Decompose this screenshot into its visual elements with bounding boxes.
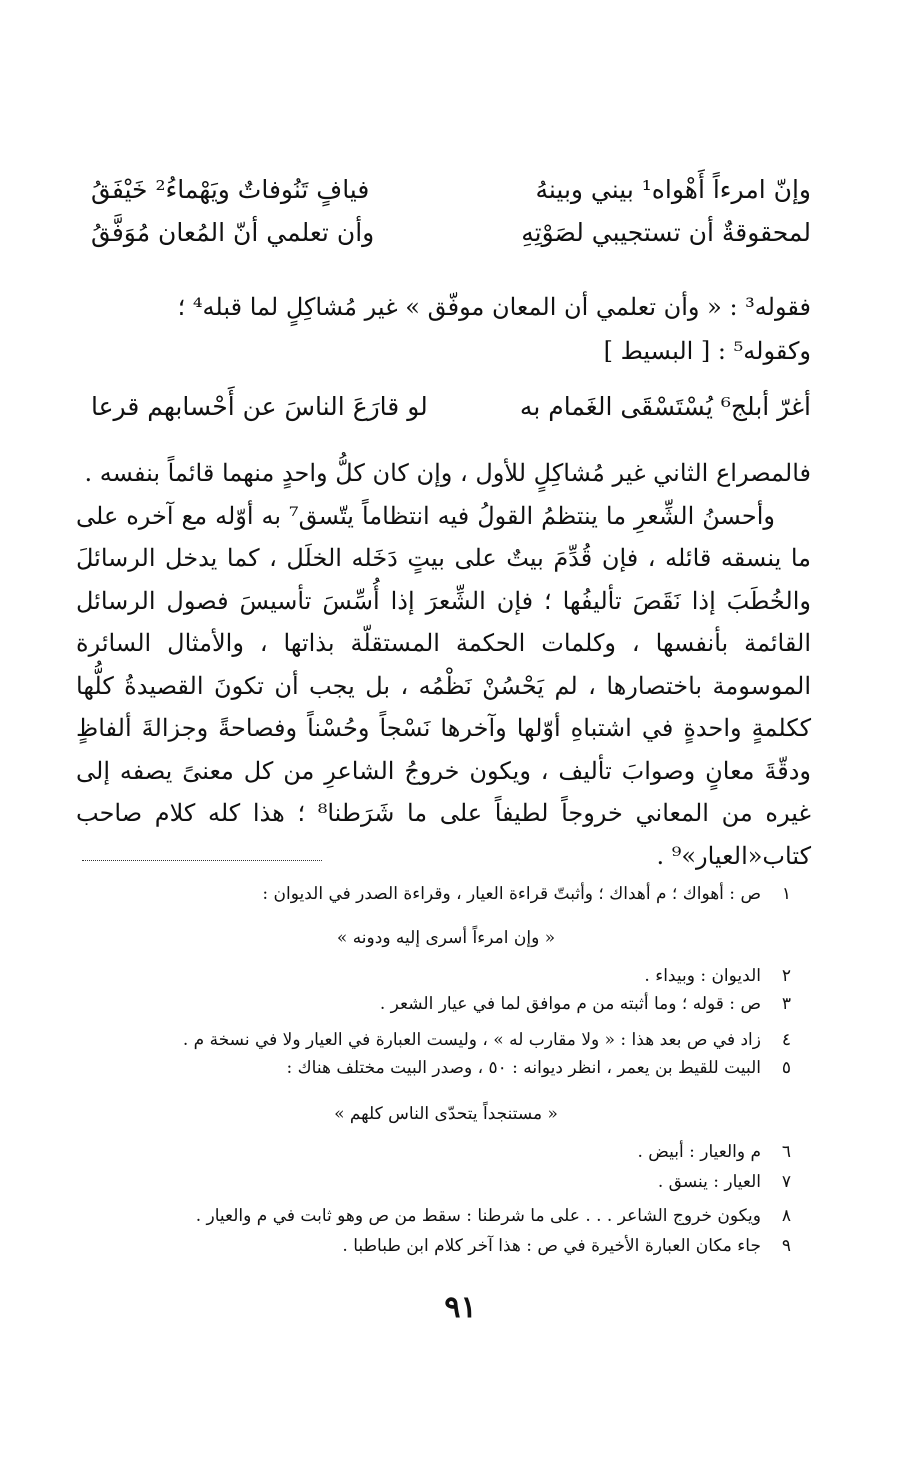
- footnote: ٧العيار : ينسق .: [657, 1172, 791, 1192]
- page-number: ٩١: [444, 1290, 477, 1325]
- footnote-quote: « مستنجداً يتحدّى الناس كلهم »: [334, 1104, 558, 1124]
- footnote: ٨ويكون خروج الشاعر . . . على ما شرطنا : سقط من ص وهو ثابت في م والعيار .: [195, 1206, 791, 1226]
- footnote: ٢الديوان : وبيداء .: [644, 966, 791, 986]
- prose-body: [76, 452, 811, 877]
- footnote: ٩جاء مكان العبارة الأخيرة في ص : هذا آخر كلام ابن طباطبا .: [342, 1236, 791, 1256]
- footnote: ٤زاد في ص بعد هذا : « ولا مقارب له » ، وليست العبارة في العيار ولا في نسخة م .: [182, 1030, 791, 1050]
- verse-hemistich-second: لو قارَعَ الناسَ عن أَحْسابهم قرعا: [91, 392, 428, 421]
- footnote: ٥البيت للقيط بن يعمر ، انظر ديوانه : ٥٠ ، وصدر البيت مختلف هناك :: [286, 1058, 791, 1078]
- footnote-quote: « وإن امرءاً أسرى إليه ودونه »: [336, 928, 556, 948]
- verse-hemistich-second: فيافٍ تَنُوفاتٌ ويَهْماءُ² خَيْفَقُ: [91, 175, 370, 204]
- poem2-verse: [91, 392, 811, 432]
- footnote: ٦م والعيار : أبيض .: [637, 1142, 791, 1162]
- prose-paragraph-2: وأحسنُ الشِّعرِ ما ينتظمُ القولُ فيه انتظاماً يتّسق⁷ به أوّله مع آخره على ما ينسقه قائله ، فإن قُدِّمَ بيتٌ على بيتٍ دَخَله الخلَل ، كما يدخل الرسائلَ والخُطَبَ إذا نَقَصَ تأليفُها ؛ فإن الشِّعرَ إذا أُسِّسَ تأسيسَ فصول الرسائل القائمة بأنفسها ، وكلمات الحكمة المستقلّة بذاتها ، والأمثال السائرة الموسومة باختصارها ، لم يَحْسُنْ نَظْمُه ، بل يجب أن تكونَ القصيدةُ كلُّها ككلمةٍ واحدةٍ في اشتباهِ أوّلها وآخرها نَسْجاً وحُسْناً وفصاحةً وجزالةَ ألفاظٍ ودقّةَ معانٍ وصوابَ تأليف ، ويكون خروجُ الشاعرِ من كل معنىً يصفه إلى غيره من المعاني خروجاً لطيفاً على ما شَرَطنا⁸ ؛ هذا كله كلام صاحب كتاب«العيار»⁹ .: [76, 501, 812, 870]
- verse-hemistich-second: وأن تعلمي أنّ المُعان مُوَفَّقُ: [91, 218, 375, 247]
- poem1-verse2: [91, 218, 811, 258]
- verse-hemistich-first: وإنّ امرءاً أَهْواه¹ بيني وبينهُ: [535, 175, 811, 204]
- verse-hemistich-first: أغرّ أبلج⁶ يُسْتَسْقَى الغَمام به: [519, 392, 811, 421]
- prose-paragraph-1: فالمصراع الثاني غير مُشاكِلٍ للأول ، وإن كان كلُّ واحدٍ منهما قائماً بنفسه .: [84, 459, 811, 487]
- verse-hemistich-first: لمحقوقةٌ أن تستجيبي لصَوْتِهِ: [521, 218, 811, 247]
- commentary-line-2: وكقوله⁵ : [ البسيط ]: [603, 337, 811, 365]
- poem1-verse1: [91, 175, 811, 215]
- footnote-separator: [82, 860, 322, 861]
- footnote: ١ص : أهواك ؛ م أهداك ؛ وأثبتّ قراءة العيار ، وقراءة الصدر في الديوان :: [262, 884, 791, 904]
- footnote: ٣ص : قوله ؛ وما أثبته من م موافق لما في عيار الشعر .: [379, 994, 791, 1014]
- commentary-line-1: فقوله³ : « وأن تعلمي أن المعان موفّق » غير مُشاكِلٍ لما قبله⁴ ؛: [177, 293, 811, 321]
